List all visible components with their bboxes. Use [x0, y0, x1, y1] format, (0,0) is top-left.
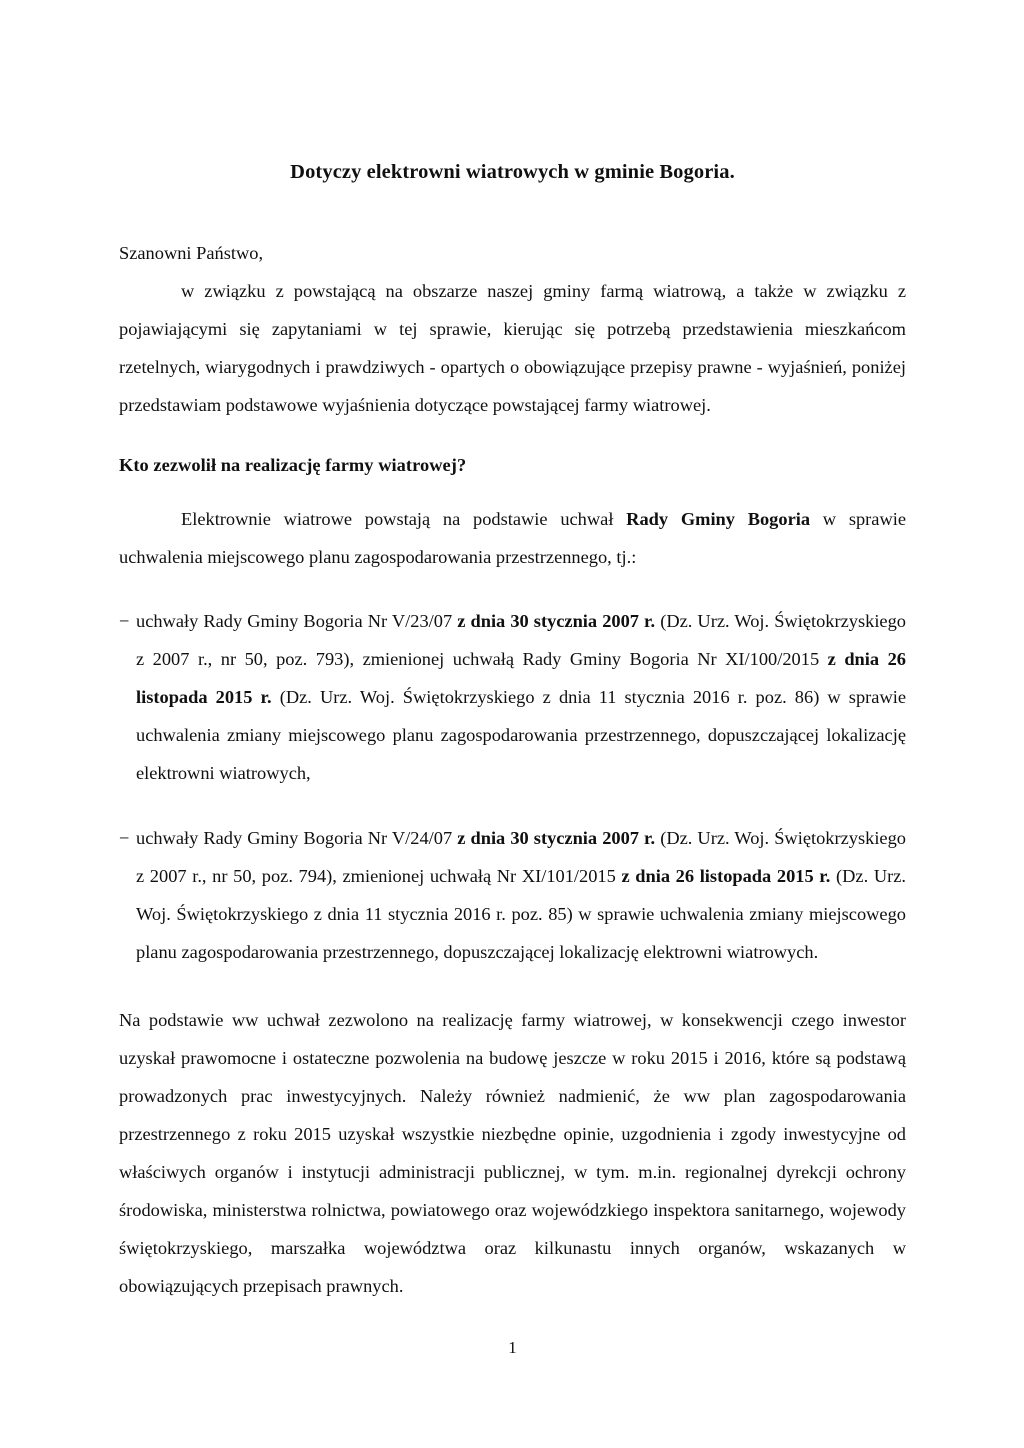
list-item-bold-1: z dnia 30 stycznia 2007 r.: [457, 828, 656, 848]
list-item-bold-2: z dnia 26 listopada 2015 r.: [621, 866, 831, 886]
section-intro-bold-council: Rady Gminy Bogoria: [626, 509, 811, 529]
list-item-bold-1: z dnia 30 stycznia 2007 r.: [457, 611, 656, 631]
dash-marker-icon: −: [119, 828, 130, 848]
spacer: [119, 484, 906, 500]
list-item-text-2: (Dz. Urz. Woj. Świętokrzyskiego z 2007 r., nr 50, poz. 794), zmienionej uchwałą Nr XI/101/2015: [136, 828, 906, 886]
dash-marker-icon: −: [119, 611, 130, 631]
list-item-text-3: (Dz. Urz. Woj. Świętokrzyskiego z dnia 11 stycznia 2016 r. poz. 86) w sprawie uchwalenia zmiany miejscowego planu zagospodarowania przestrzennego, dopuszczającej lokalizację elektrowni wiatrowych,: [136, 687, 906, 783]
page-title: Dotyczy elektrowni wiatrowych w gminie Bogoria.: [290, 161, 735, 183]
section-intro-text-2: w sprawie uchwalenia miejscowego planu zagospodarowania przestrzennego, tj.:: [119, 509, 907, 567]
intro-paragraph: w związku z powstającą na obszarze naszej gminy farmą wiatrową, a także w związku z pojawiającymi się zapytaniami w tej sprawie, kierując się potrzebą przedstawienia mieszkańcom rzetelnych, wiarygodnych i prawdziwych - opartych o obowiązujące przepisy prawne - wyjaśnień, poniżej przedstawiam podstawowe wyjaśnienia dotyczące powstającej farmy wiatrowej.: [119, 281, 906, 415]
spacer: [119, 971, 906, 1001]
list-item-bold-2: z dnia 26 listopada 2015 r.: [136, 649, 906, 707]
list-item-text-2: (Dz. Urz. Woj. Świętokrzyskiego z 2007 r., nr 50, poz. 793), zmienionej uchwałą Rady Gminy Bogoria Nr XI/100/2015: [136, 611, 906, 669]
list-item: [119, 602, 906, 792]
section-intro-text-1: Elektrownie wiatrowe powstają na podstawie uchwał: [181, 509, 627, 529]
list-item-text-1: uchwały Rady Gminy Bogoria Nr V/23/07: [136, 611, 458, 631]
section-heading-authorization: Kto zezwolił na realizację farmy wiatrowej?: [119, 455, 467, 475]
spacer: [119, 576, 906, 602]
salutation-line: Szanowni Państwo,: [119, 243, 264, 263]
list-item-text-3: (Dz. Urz. Woj. Świętokrzyskiego z dnia 11 stycznia 2016 r. poz. 85) w sprawie uchwalenia zmiany miejscowego planu zagospodarowania przestrzennego, dopuszczającej lokalizację elektrowni wiatrowych.: [136, 866, 906, 962]
closing-paragraph: Na podstawie ww uchwał zezwolono na realizację farmy wiatrowej, w konsekwencji czego inwestor uzyskał prawomocne i ostateczne pozwolenia na budowę jeszcze w roku 2015 i 2016, które są podstawą prowadzonych prac inwestycyjnych. Należy również nadmienić, że ww plan zagospodarowania przestrzennego z roku 2015 uzyskał wszystkie niezbędne opinie, uzgodnienia i zgody inwestycyjne od właściwych organów i instytucji administracji publicznej, w tym. m.in. regionalnej dyrekcji ochrony środowiska, ministerstwa rolnictwa, powiatowego oraz wojewódzkiego inspektora sanitarnego, wojewody świętokrzyskiego, marszałka województwa oraz kilkunastu innych organów, wskazanych w obowiązujących przepisach prawnych.: [119, 1010, 906, 1296]
list-item: [119, 819, 906, 971]
page-number: 1: [508, 1338, 517, 1357]
document-body: [119, 234, 906, 1305]
section-intro-paragraph: [119, 500, 906, 576]
list-item-text-1: uchwały Rady Gminy Bogoria Nr V/24/07: [136, 828, 458, 848]
resolutions-list: [119, 602, 906, 971]
spacer: [119, 424, 906, 446]
